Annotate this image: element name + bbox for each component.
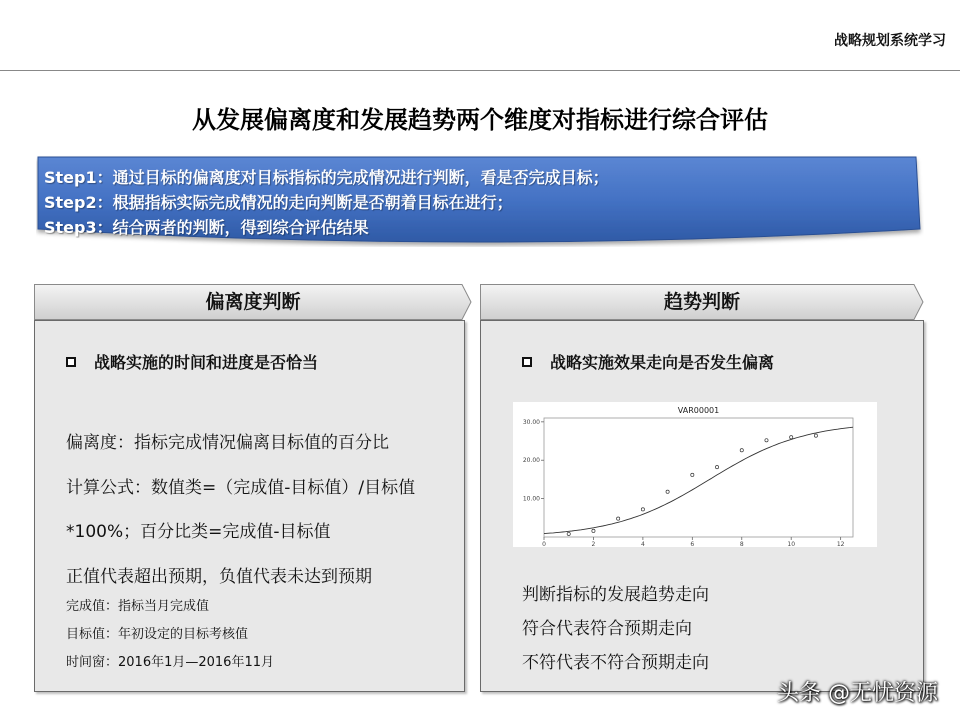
steps-list <box>44 165 609 240</box>
trend-line-3: 不符代表不符合预期走向 <box>522 653 709 673</box>
note-time-window: 时间窗：2016年1月—2016年11月 <box>66 655 274 670</box>
step-3: Step3：结合两者的判断，得到综合评估结果 <box>44 218 369 237</box>
data-point <box>592 529 595 532</box>
square-bullet-icon <box>66 357 76 367</box>
x-tick-label: 0 <box>542 541 546 547</box>
data-point <box>814 434 817 437</box>
step-2: Step2：根据指标实际完成情况的走向判断是否朝着目标在进行； <box>44 193 513 212</box>
left-section-header <box>34 284 472 320</box>
left-bullet <box>66 350 318 373</box>
data-point <box>666 490 669 493</box>
y-tick-label: 30.00 <box>522 418 540 426</box>
trend-chart <box>513 402 877 547</box>
data-point <box>617 517 620 520</box>
chart-title: VAR00001 <box>677 406 720 415</box>
square-bullet-icon <box>522 357 532 367</box>
data-point <box>567 532 570 535</box>
data-point <box>641 508 644 511</box>
right-bullet-text: 战略实施效果走向是否发生偏离 <box>550 353 775 372</box>
header-divider <box>0 70 960 71</box>
x-tick-label: 8 <box>739 541 744 547</box>
x-tick-label: 10 <box>787 541 796 547</box>
x-tick-label: 12 <box>836 541 845 547</box>
trend-line-1: 判断指标的发展趋势走向 <box>522 585 709 605</box>
data-point <box>765 439 768 442</box>
y-tick-label: 20.00 <box>522 457 540 465</box>
fit-curve <box>544 427 853 533</box>
note-actual-value: 完成值：指标当月完成值 <box>66 599 210 614</box>
trend-chart-svg <box>513 402 877 547</box>
y-tick-label: 10.00 <box>522 495 540 503</box>
deviation-definition: 偏离度：指标完成情况偏离目标值的百分比 <box>66 433 389 453</box>
data-point <box>740 449 743 452</box>
sign-meaning: 正值代表超出预期，负值代表未达到预期 <box>66 567 372 587</box>
data-point <box>691 473 694 476</box>
data-point <box>790 436 793 439</box>
x-tick-label: 2 <box>591 541 596 547</box>
page-title: 从发展偏离度和发展趋势两个维度对指标进行综合评估 <box>192 106 768 134</box>
trend-line-2: 符合代表符合预期走向 <box>522 619 692 639</box>
right-bullet <box>522 350 774 373</box>
x-tick-label: 6 <box>690 541 695 547</box>
plot-frame <box>544 418 853 537</box>
step-1: Step1：通过目标的偏离度对目标指标的完成情况进行判断，看是否完成目标； <box>44 168 609 187</box>
formula-line-1: 计算公式：数值类=（完成值-目标值）/目标值 <box>66 478 416 498</box>
steps-banner <box>36 155 924 247</box>
left-section-title: 偏离度判断 <box>205 291 301 313</box>
header-title: 战略规划系统学习 <box>834 33 946 49</box>
right-section-title: 趋势判断 <box>663 291 740 313</box>
left-bullet-text: 战略实施的时间和进度是否恰当 <box>94 353 319 372</box>
formula-line-2: *100%；百分比类=完成值-目标值 <box>66 522 331 542</box>
watermark-text: 头条 @无忧资源 <box>777 681 938 706</box>
right-section-header <box>480 284 924 320</box>
note-target-value: 目标值：年初设定的目标考核值 <box>66 627 249 642</box>
x-tick-label: 4 <box>640 541 645 547</box>
data-point <box>715 466 718 469</box>
